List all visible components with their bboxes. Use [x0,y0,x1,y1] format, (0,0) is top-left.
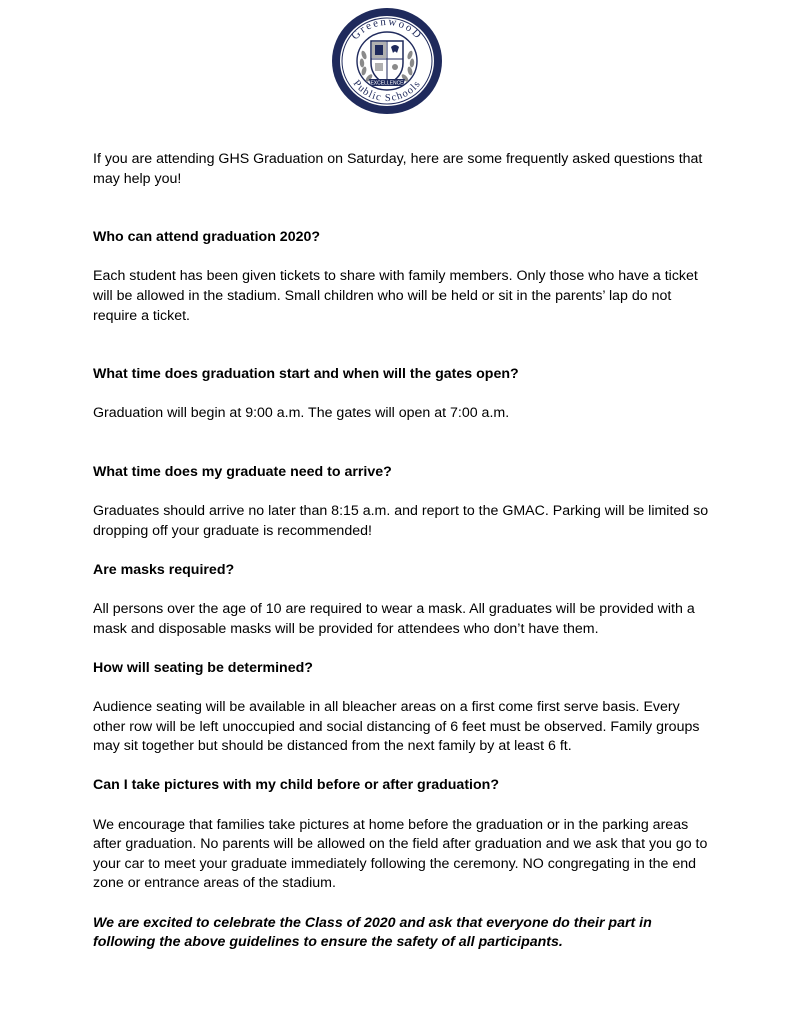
faq-answer: Graduation will begin at 9:00 a.m. The gates will open at 7:00 a.m. [93,405,510,422]
closing-statement: We are excited to celebrate the Class of 2020 and ask that everyone do their part in following the above guidelines to ensure the safety of all participants. [93,914,652,951]
svg-text:Public Schools: Public Schools [350,78,424,105]
faq-question: What time does my graduate need to arrive? [93,463,392,480]
greenwood-seal-icon [331,7,443,115]
faq-answer: Audience seating will be available in all bleacher areas on a first come first serve basis. Every other row will be left unoccupied and social distancing of 6 feet must be observed. Family groups may sit together but should be distanced from the next family by at least 6 ft. [93,699,700,755]
svg-text:GreenwooD: GreenwooD [349,15,425,43]
faq-question: Can I take pictures with my child before or after graduation? [93,777,499,794]
faq-answer: All persons over the age of 10 are required to wear a mask. All graduates will be provided with a mask and disposable masks will be provided for attendees who don’t have them. [93,601,695,637]
faq-answer: We encourage that families take pictures at home before the graduation or in the parking areas after graduation. No parents will be allowed on the field after graduation and we ask that you go to your car to meet your graduate immediately following the ceremony. NO congregating in the end zone or entrance areas of the stadium. [93,816,708,892]
svg-text:EXCELLENCE: EXCELLENCE [370,80,404,87]
faq-question: What time does graduation start and when will the gates open? [93,366,519,383]
school-logo [331,7,443,115]
document-body [93,150,713,953]
faq-question: How will seating be determined? [93,659,313,676]
faq-answer: Graduates should arrive no later than 8:15 a.m. and report to the GMAC. Parking will be limited so dropping off your graduate is recommended! [93,503,709,539]
faq-question: Are masks required? [93,561,235,578]
faq-answer: Each student has been given tickets to share with family members. Only those who have a ticket will be allowed in the stadium. Small children who will be held or sit in the parents’ lap do not require a ticket. [93,268,698,324]
intro-paragraph: If you are attending GHS Graduation on Saturday, here are some frequently asked questions that may help you! [93,151,703,187]
faq-question: Who can attend graduation 2020? [93,229,321,246]
